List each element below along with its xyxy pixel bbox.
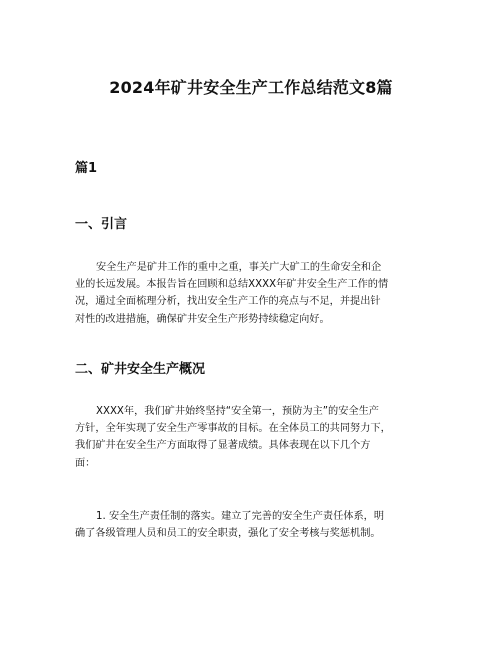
list-item-line: 确了各级管理人员和员工的安全职责，强化了安全考核与奖惩机制。 (75, 528, 381, 540)
overview-paragraph (75, 403, 437, 472)
paragraph-line: 我们矿井在安全生产方面取得了显著成绩。具体表现在以下几个方 (75, 440, 371, 452)
document-title: 2024年矿井安全生产工作总结范文8篇 (109, 78, 393, 97)
paragraph-line: 业的长远发展。本报告旨在回顾和总结XXXX年矿井安全生产工作的情 (75, 279, 389, 291)
section-heading-overview: 二、矿井安全生产概况 (75, 362, 206, 377)
list-item-line: 1. 安全生产责任制的落实。建立了完善的安全生产责任体系，明 (96, 511, 385, 522)
paragraph-line: XXXX年，我们矿井始终坚持“安全第一，预防为主”的安全生产 (96, 406, 379, 417)
list-item-responsibility (75, 508, 437, 542)
paragraph-line: 对性的改进措施，确保矿井安全生产形势持续稳定向好。 (75, 313, 330, 325)
part-heading: 篇1 (75, 161, 98, 176)
paragraph-line: 方针，全年实现了安全生产零事故的目标。在全体员工的共同努力下， (75, 423, 391, 435)
paragraph-line: 安全生产是矿井工作的重中之重，事关广大矿工的生命安全和企 (96, 262, 382, 273)
section-heading-introduction: 一、引言 (75, 217, 128, 232)
paragraph-line: 况，通过全面梳理分析，找出安全生产工作的亮点与不足，并提出针 (75, 296, 381, 308)
introduction-paragraph (75, 259, 437, 328)
paragraph-line: 面： (75, 457, 96, 469)
